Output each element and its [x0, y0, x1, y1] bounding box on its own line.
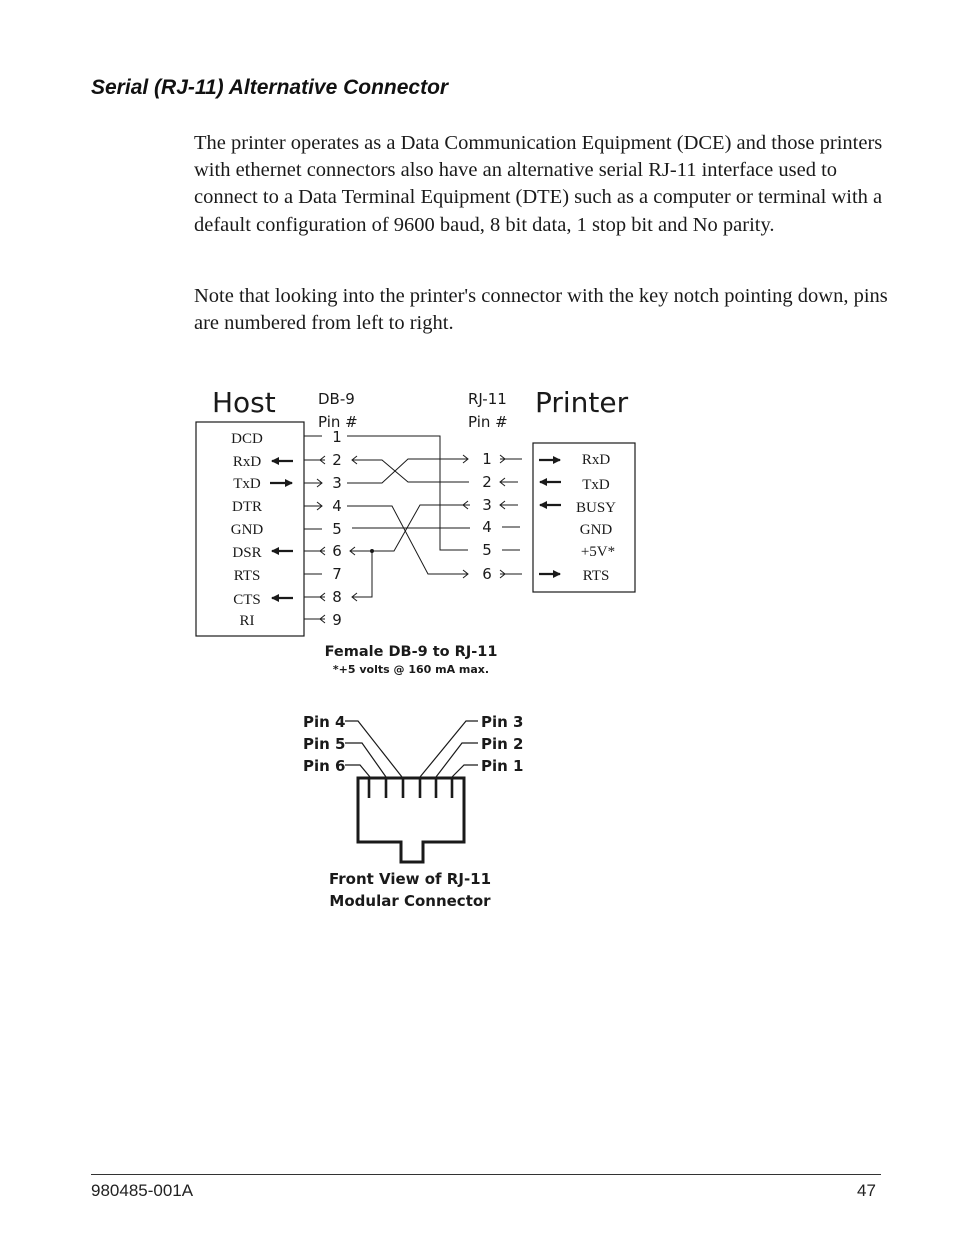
rj11-header-line1: RJ-11	[468, 390, 507, 408]
wire-dtr-to-rts	[347, 506, 468, 574]
printer-title: Printer	[535, 386, 629, 419]
db9-pin-6: 6	[332, 542, 342, 560]
page-number: 47	[857, 1181, 876, 1200]
db9-pin-2: 2	[332, 451, 342, 469]
wire-rxd-from-txd	[352, 460, 469, 482]
printer-signal-busy: BUSY	[575, 500, 617, 516]
rj11-pin-4: 4	[482, 518, 492, 536]
printer-signal-5v: +5V*	[580, 544, 616, 560]
connector-label-pin5: Pin 5	[303, 735, 346, 753]
rj11-pin-1: 1	[482, 450, 492, 468]
printer-signal-rts: RTS	[582, 568, 610, 584]
leader-pin4	[345, 721, 402, 777]
db9-pin-8: 8	[332, 588, 342, 606]
doc-number: 980485-001A	[91, 1181, 194, 1200]
host-signal-gnd: GND	[230, 522, 264, 538]
db9-pin-7: 7	[332, 565, 342, 583]
db9-pin-9: 9	[332, 611, 342, 629]
connector-caption-line2: Modular Connector	[329, 892, 491, 910]
host-signal-ri: RI	[239, 613, 255, 629]
rj11-pin-6: 6	[482, 565, 492, 583]
connector-label-pin6: Pin 6	[303, 757, 346, 775]
host-signal-rts: RTS	[233, 568, 261, 584]
diagram-footnote: *+5 volts @ 160 mA max.	[332, 663, 490, 676]
rj11-pin-3: 3	[482, 496, 492, 514]
leader-pin1	[452, 765, 478, 777]
intro-paragraph: The printer operates as a Data Communication Equipment (DCE) and those printers with ethernet connectors also have an alternative serial RJ-11 interface used to connect to a Data Terminal Equipment (DTE) such as a computer or terminal with a default configuration of 9600 baud, 8 bit data, 1 stop bit and No parity.	[194, 132, 883, 236]
host-signal-dtr: DTR	[232, 499, 262, 515]
rj11-pin-5: 5	[482, 541, 492, 559]
wire-txd-to-rxd	[347, 459, 468, 483]
leader-pin3	[420, 721, 478, 777]
rj11-pin-2: 2	[482, 473, 492, 491]
db9-header-line1: DB-9	[318, 390, 355, 408]
host-signal-dsr: DSR	[232, 545, 262, 561]
connector-caption-line1: Front View of RJ-11	[328, 870, 492, 888]
host-signal-rxd: RxD	[232, 454, 262, 470]
db9-pin-4: 4	[332, 497, 342, 515]
rj11-connector-body	[358, 778, 464, 862]
connector-label-pin1: Pin 1	[481, 757, 524, 775]
db9-pin-5: 5	[332, 520, 342, 538]
connector-label-pin2: Pin 2	[481, 735, 524, 753]
printer-signal-rxd: RxD	[581, 452, 611, 468]
diagram-caption: Female DB-9 to RJ-11	[324, 644, 498, 660]
host-title: Host	[212, 386, 276, 419]
note-paragraph: Note that looking into the printer's connector with the key notch pointing down, pins are numbered from left to right.	[194, 285, 888, 335]
footer-rule	[91, 1174, 881, 1175]
rj11-header-line2: Pin #	[468, 413, 508, 431]
host-signal-cts: CTS	[233, 592, 261, 608]
printer-signal-gnd: GND	[579, 522, 613, 538]
connector-label-pin3: Pin 3	[481, 713, 524, 731]
db9-pin-3: 3	[332, 474, 342, 492]
host-signal-dcd: DCD	[231, 431, 263, 447]
section-heading: Serial (RJ-11) Alternative Connector	[91, 76, 449, 99]
db9-header-line2: Pin #	[318, 413, 358, 431]
host-signal-txd: TxD	[233, 476, 261, 492]
junction-dot	[371, 550, 374, 553]
printer-signal-txd: TxD	[582, 477, 610, 493]
db9-pin-1: 1	[332, 428, 342, 446]
connector-label-pin4: Pin 4	[303, 713, 346, 731]
leader-pin6	[345, 765, 370, 777]
wire-dcd-to-5v	[347, 436, 468, 550]
wire-busy-to-cts	[352, 551, 372, 597]
